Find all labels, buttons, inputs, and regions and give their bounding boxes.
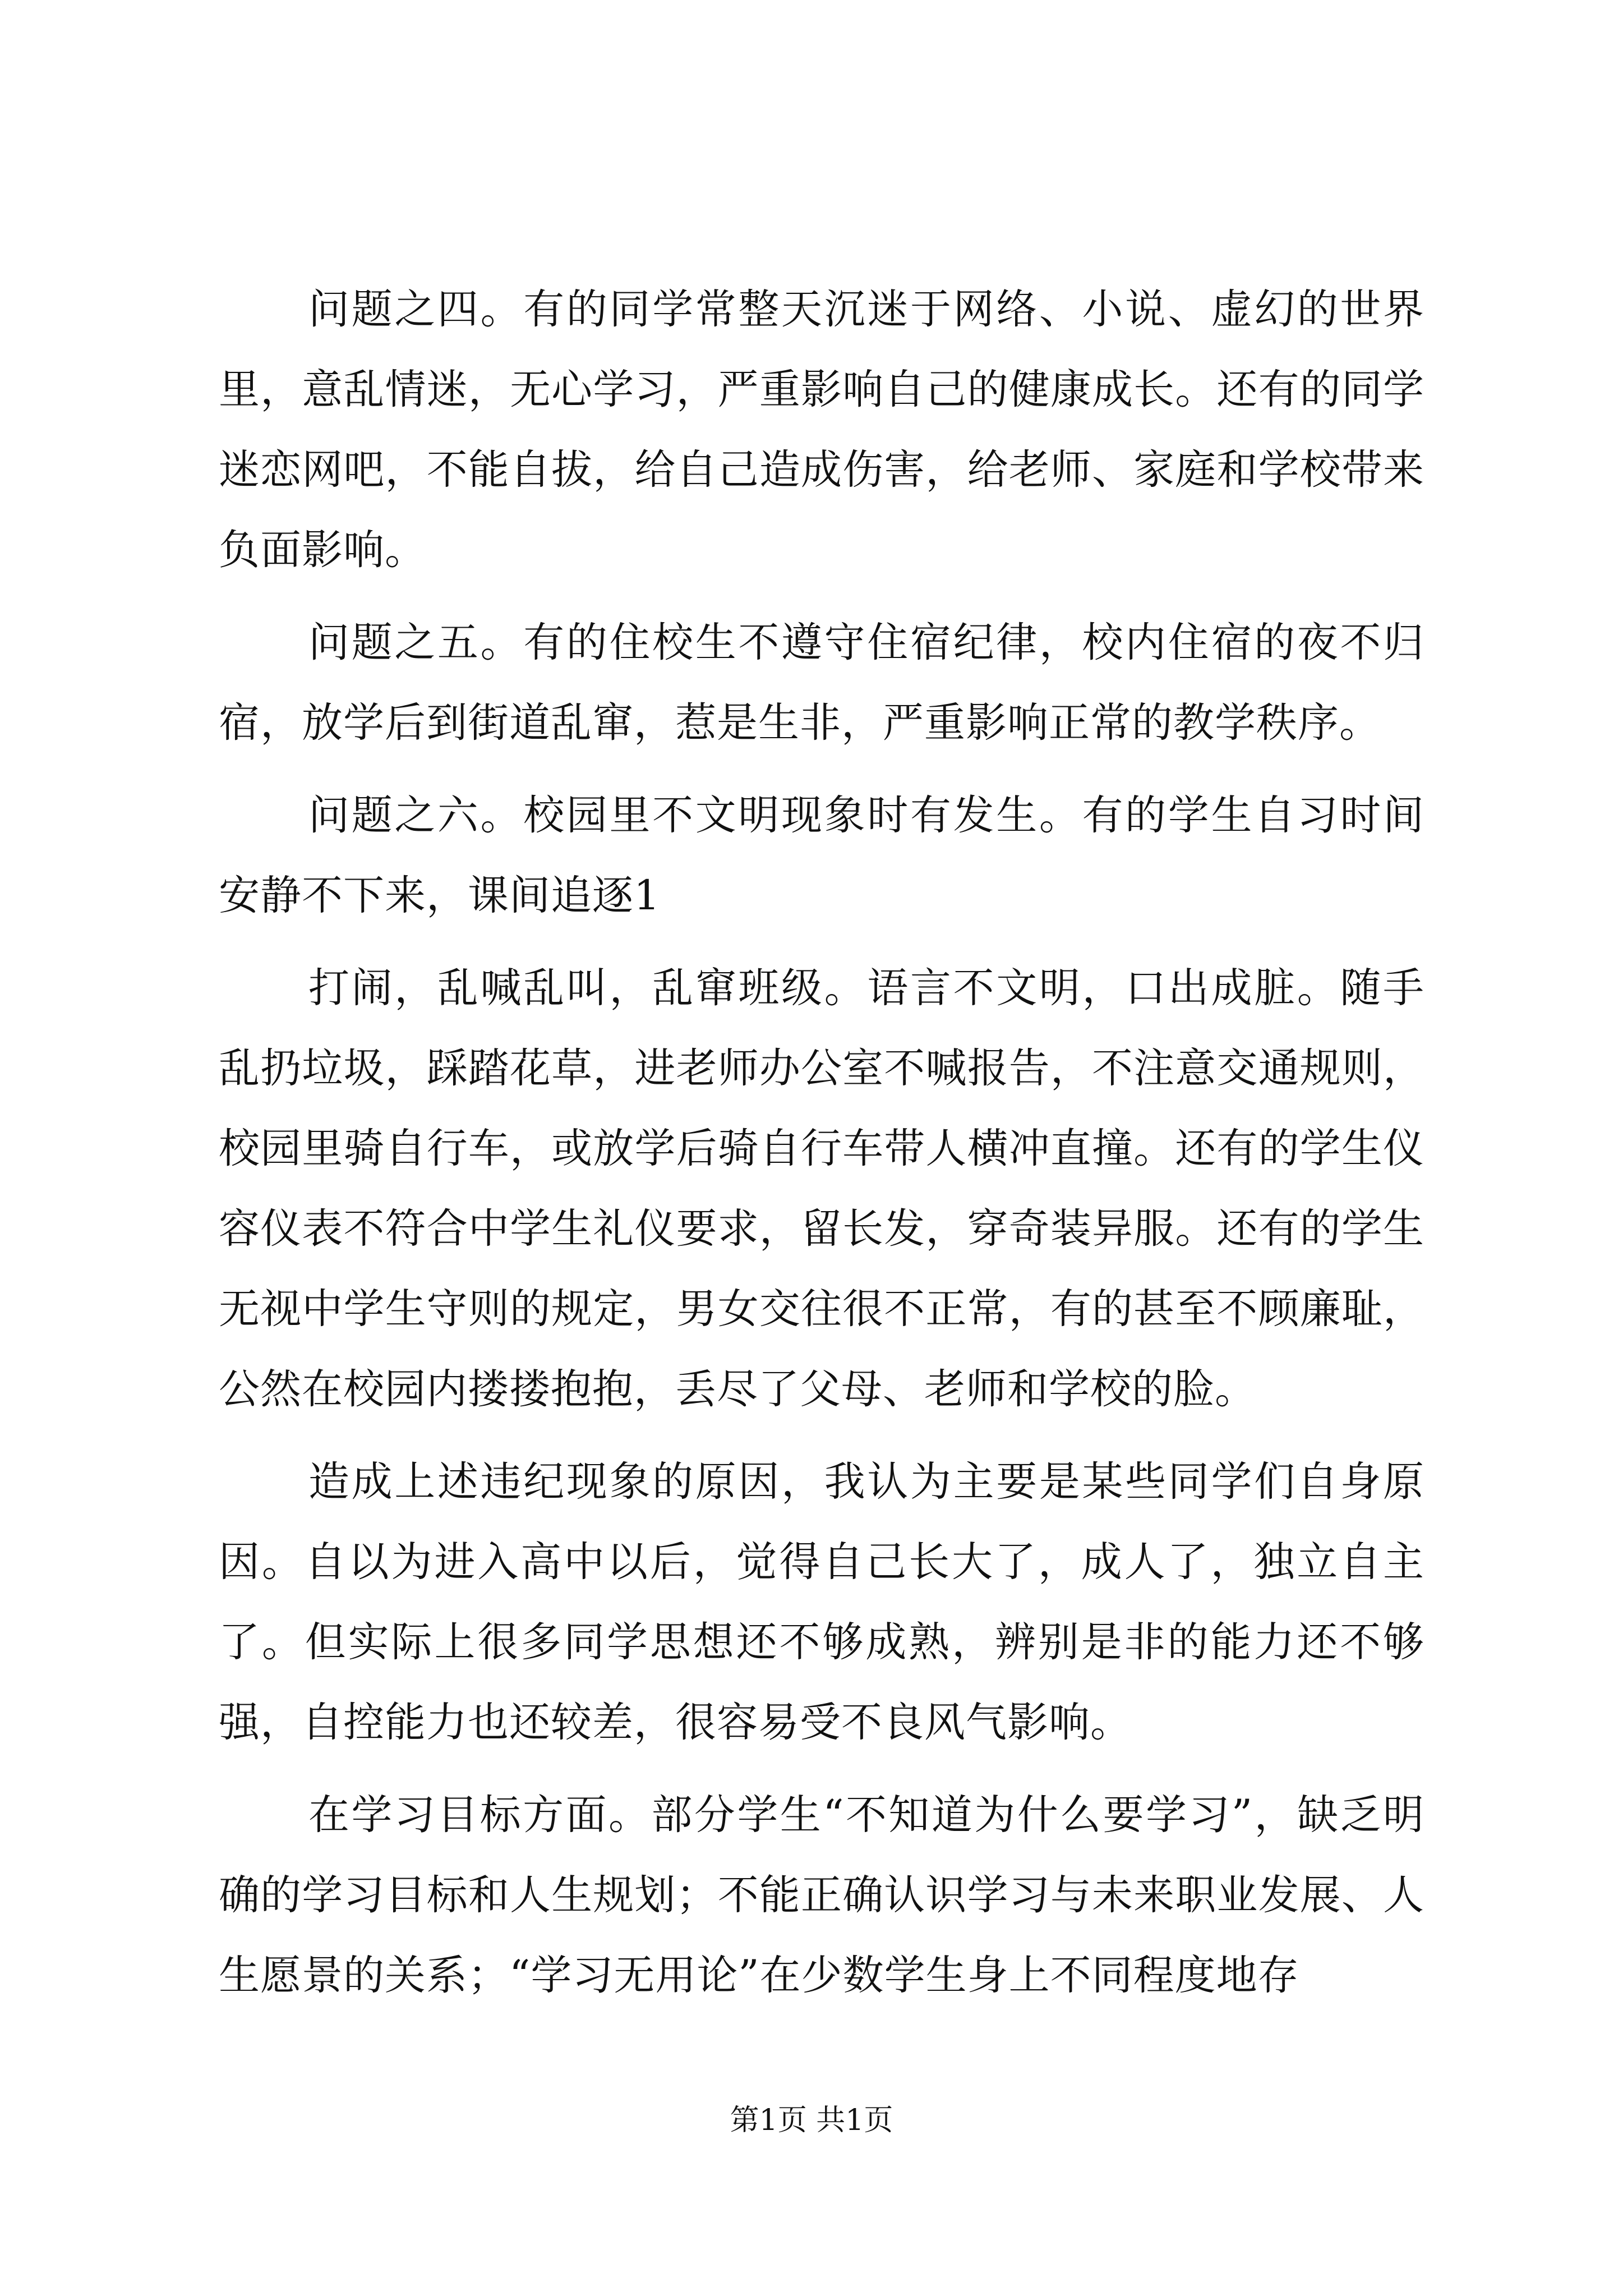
page-footer: 第1页 共1页 — [730, 2104, 893, 2137]
paragraph-problem-6: 问题之六。校园里不文明现象时有发生。有的学生自习时间安静不下来，课间追逐1 — [219, 792, 1424, 919]
paragraph-causes: 造成上述违纪现象的原因，我认为主要是某些同学们自身原因。自以为进入高中以后，觉得自己长大了，成人了，独立自主了。但实际上很多同学思想还不够成熟，辨别是非的能力还不够强，自控能力也还较差，很容易受不良风气影响。 — [219, 1458, 1424, 1746]
paragraph-problem-6-continued: 打闹，乱喊乱叫，乱窜班级。语言不文明，口出成脏。随手乱扔垃圾，踩踏花草，进老师办公室不喊报告，不注意交通规则，校园里骑自行车，或放学后骑自行车带人横冲直撞。还有的学生仪容仪表不符合中学生礼仪要求，留长发，穿奇装异服。还有的学生无视中学生守则的规定，男女交往很不正常，有的甚至不顾廉耻，公然在校园内搂搂抱抱，丢尽了父母、老师和学校的脸。 — [219, 964, 1424, 1413]
document-body — [219, 269, 1424, 2016]
paragraph-problem-4: 问题之四。有的同学常整天沉迷于网络、小说、虚幻的世界里，意乱情迷，无心学习，严重影响自己的健康成长。还有的同学迷恋网吧，不能自拔，给自己造成伤害，给老师、家庭和学校带来负面影响。 — [219, 286, 1424, 574]
paragraph-problem-5: 问题之五。有的住校生不遵守住宿纪律，校内住宿的夜不归宿，放学后到街道乱窜，惹是生非，严重影响正常的教学秩序。 — [219, 619, 1424, 747]
paragraph-learning-goals: 在学习目标方面。部分学生“不知道为什么要学习”，缺乏明确的学习目标和人生规划；不能正确认识学习与未来职业发展、人生愿景的关系；“学习无用论”在少数学生身上不同程度地存 — [219, 1791, 1424, 1999]
